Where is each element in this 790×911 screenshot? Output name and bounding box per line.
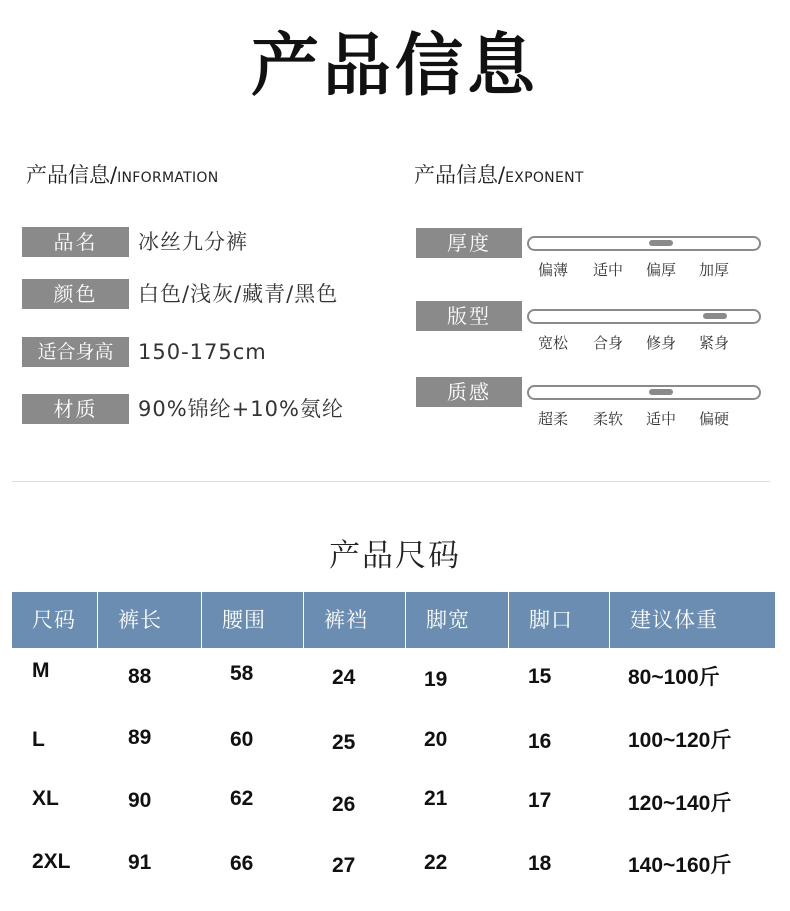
scale-option: 适中: [646, 410, 677, 428]
table-header-cell: 尺码: [32, 608, 76, 632]
table-cell: 2XL: [32, 850, 71, 873]
table-cell: 27: [332, 854, 356, 877]
scale-option: 超柔: [538, 410, 569, 428]
table-cell: L: [32, 728, 45, 751]
info-value: 90%锦纶+10%氨纶: [138, 397, 344, 421]
table-cell: 25: [332, 731, 356, 754]
scale-indicator: [649, 240, 673, 246]
exponent-row-thickness: [416, 228, 766, 288]
table-cell: 24: [332, 666, 356, 689]
exponent-row-fit: [416, 301, 766, 361]
table-cell: 60: [230, 728, 254, 751]
exponent-heading-text: 产品信息/: [414, 163, 506, 187]
scale-option: 柔软: [593, 410, 624, 428]
scale-option: 紧身: [699, 334, 730, 352]
scale-option: 适中: [593, 261, 624, 279]
table-header-cell: 裤长: [97, 592, 201, 648]
table-cell: 88: [128, 665, 152, 688]
info-heading-sub: INFORMATION: [117, 170, 219, 186]
info-value: 冰丝九分裤: [138, 230, 248, 254]
scale-option: 偏薄: [538, 261, 569, 279]
info-label: 材质: [22, 394, 129, 424]
scale-track: [527, 309, 761, 324]
exponent-label: 版型: [416, 301, 522, 331]
info-label: 品名: [22, 227, 129, 257]
table-header-cell: 建议体重: [609, 592, 775, 648]
exponent-heading: [414, 160, 584, 193]
scale-option: 偏硬: [699, 410, 730, 428]
table-cell: 15: [528, 665, 552, 688]
exponent-row-texture: [416, 377, 766, 437]
table-cell: 58: [230, 662, 254, 685]
table-cell: 90: [128, 789, 152, 812]
table-cell: 19: [424, 668, 448, 691]
info-label: 适合身高: [22, 337, 129, 367]
scale-option: 宽松: [538, 334, 569, 352]
section-divider: [12, 481, 770, 482]
table-header-cell: 脚宽: [405, 592, 508, 648]
info-heading: [26, 160, 219, 193]
table-cell: 80~100斤: [628, 666, 720, 689]
table-cell: 20: [424, 728, 448, 751]
scale-track: [527, 385, 761, 400]
table-cell: 26: [332, 793, 356, 816]
scale-option: 偏厚: [646, 261, 677, 279]
scale-option: 加厚: [699, 261, 730, 279]
info-heading-text: 产品信息/: [26, 163, 118, 187]
scale-track: [527, 236, 761, 251]
exponent-label: 质感: [416, 377, 522, 407]
table-cell: 17: [528, 789, 552, 812]
table-cell: 18: [528, 852, 552, 875]
table-header-cell: 腰围: [201, 592, 303, 648]
scale-option: 修身: [646, 334, 677, 352]
size-table-header: [12, 592, 775, 648]
table-cell: 62: [230, 787, 254, 810]
table-cell: 22: [424, 851, 448, 874]
info-label: 颜色: [22, 279, 129, 309]
scale-indicator: [649, 389, 673, 395]
table-cell: 91: [128, 851, 152, 874]
size-table-title: 产品尺码: [329, 538, 461, 574]
table-cell: 16: [528, 730, 552, 753]
exponent-label: 厚度: [416, 228, 522, 258]
table-cell: 21: [424, 787, 448, 810]
info-value: 150-175cm: [138, 340, 267, 364]
table-cell: 120~140斤: [628, 792, 732, 815]
table-cell: 89: [128, 726, 152, 749]
table-cell: XL: [32, 787, 59, 810]
table-cell: 100~120斤: [628, 729, 732, 752]
table-header-cell: 脚口: [508, 592, 609, 648]
page-title: 产品信息: [250, 27, 539, 106]
exponent-heading-sub: EXPONENT: [505, 170, 584, 186]
table-cell: M: [32, 659, 50, 682]
scale-indicator: [703, 313, 727, 319]
info-value: 白色/浅灰/藏青/黑色: [138, 282, 339, 306]
table-header-cell: 裤裆: [303, 592, 405, 648]
table-cell: 140~160斤: [628, 854, 732, 877]
table-cell: 66: [230, 852, 254, 875]
scale-option: 合身: [593, 334, 624, 352]
